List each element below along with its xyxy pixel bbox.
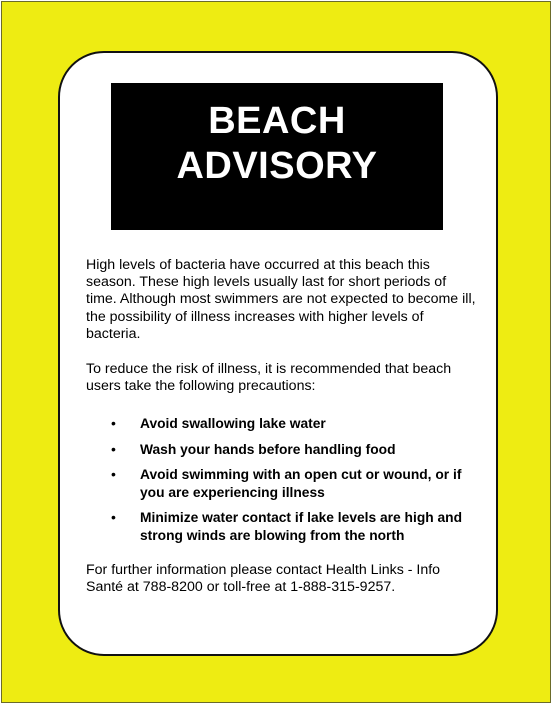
- precautions-intro-paragraph: To reduce the risk of illness, it is recommended that beach users take the following precautions:: [86, 361, 452, 395]
- precaution-text: Avoid swallowing lake water: [140, 416, 326, 431]
- title-line-1: BEACH: [208, 100, 346, 142]
- title-banner: [111, 83, 443, 230]
- list-item: [106, 509, 486, 544]
- bullet-icon: •: [111, 440, 116, 457]
- precaution-text: Wash your hands before handling food: [140, 441, 396, 457]
- bullet-icon: •: [111, 466, 116, 482]
- list-item: [106, 441, 486, 459]
- precaution-text: Minimize water contact if lake levels are high and strong winds are blowing from the north: [140, 510, 463, 543]
- intro-paragraph: High levels of bacteria have occurred at this beach this season. These high levels usually last for short periods of time. Although most swimmers are not expected to become ill, the possibility of illness increases with higher levels of bacteria.: [86, 257, 476, 342]
- bullet-icon: •: [111, 415, 116, 431]
- precautions-list: [106, 415, 486, 552]
- list-item: [106, 466, 486, 501]
- title-line-2: ADVISORY: [176, 145, 378, 187]
- list-item: [106, 415, 486, 433]
- contact-paragraph: For further information please contact Health Links - Info Santé at 788-8200 or toll-free at 1-888-315-9257.: [86, 562, 441, 596]
- precaution-text: Avoid swimming with an open cut or wound, or if you are experiencing illness: [140, 467, 462, 500]
- bullet-icon: •: [111, 509, 116, 525]
